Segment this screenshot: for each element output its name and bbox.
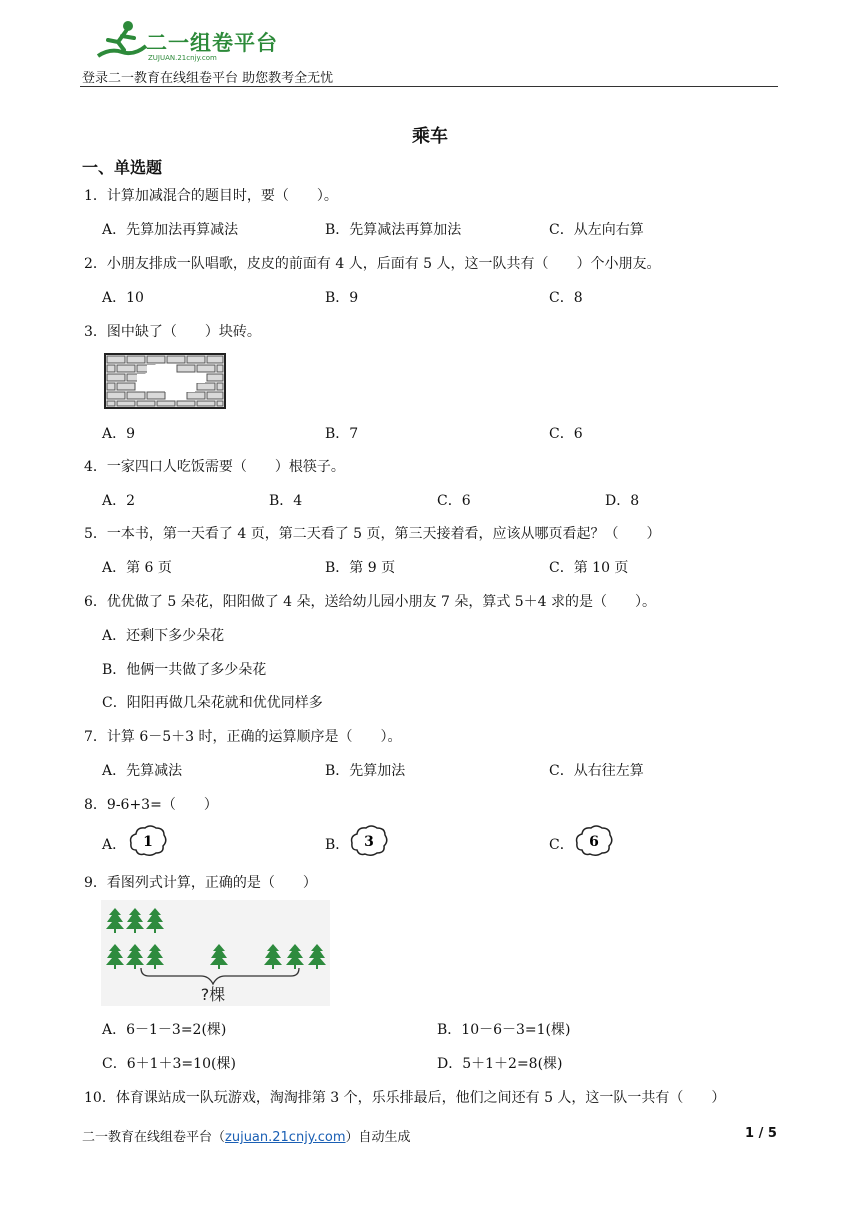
footer-source	[82, 1126, 411, 1145]
question-9-stem: 9．看图列式计算，正确的是（ ）	[84, 875, 317, 891]
question-5-stem: 5．一本书，第一天看了 4 页，第二天看了 5 页，第三天接着看，应该从哪页看起？（ ）	[84, 526, 661, 542]
q8-cloud-b-value: 3	[364, 834, 374, 850]
q9-option-b: B．10－6－3=1(棵)	[437, 1022, 571, 1038]
q6-option-c: C．阳阳再做几朵花就和优优同样多	[102, 695, 323, 711]
section-heading: 一、单选题	[82, 158, 163, 177]
q4-option-d: D．8	[605, 493, 640, 509]
tree-figure-label: ?棵	[200, 985, 226, 1004]
tree-icon	[286, 944, 304, 969]
q8-cloud-c-value: 6	[589, 834, 599, 850]
q3-option-a: A．9	[102, 426, 136, 442]
q8-option-c: C．	[549, 837, 574, 853]
question-8-stem: 8．9-6+3=（ ）	[84, 797, 218, 813]
tree-figure	[101, 900, 330, 1006]
q9-option-c: C．6＋1＋3=10(棵)	[102, 1056, 236, 1072]
footer-link[interactable]: zujuan.21cnjy.com	[225, 1130, 346, 1145]
tree-icon	[308, 944, 326, 969]
q8-option-b: B．	[325, 837, 350, 853]
tagline: 登录二一教育在线组卷平台 助您教考全无忧	[82, 71, 334, 86]
logo-url: ZUJUAN.21cnjy.com	[148, 54, 217, 62]
footer-suffix: ）自动生成	[345, 1130, 411, 1145]
q6-option-a: A．还剩下多少朵花	[102, 628, 225, 644]
question-3-stem: 3．图中缺了（ ）块砖。	[84, 324, 261, 340]
brick-wall-figure	[104, 353, 226, 413]
q2-option-a: A．10	[102, 290, 144, 306]
q4-option-b: B．4	[269, 493, 303, 509]
tree-icon	[264, 944, 282, 969]
tree-icon	[106, 944, 124, 969]
q8-cloud-b	[349, 824, 389, 862]
q8-cloud-a	[128, 824, 168, 862]
question-7-stem: 7．计算 6－5＋3 时，正确的运算顺序是（ ）。	[84, 729, 402, 745]
q5-option-c: C．第 10 页	[549, 560, 629, 576]
q2-option-b: B．9	[325, 290, 359, 306]
question-10-stem: 10．体育课站成一队玩游戏，淘淘排第 3 个，乐乐排最后，他们之间还有 5 人，这一队一共有（ ）	[84, 1090, 726, 1106]
q7-option-c: C．从右往左算	[549, 763, 644, 779]
q7-option-a: A．先算减法	[102, 763, 183, 779]
q2-option-c: C．8	[549, 290, 583, 306]
q1-option-a: A．先算加法再算减法	[102, 222, 239, 238]
question-2-stem: 2．小朋友排成一队唱歌，皮皮的前面有 4 人，后面有 5 人，这一队共有（ ）个小朋友。	[84, 256, 661, 272]
q6-option-b: B．他俩一共做了多少朵花	[102, 662, 267, 678]
page-title: 乘车	[412, 126, 448, 147]
question-6-stem: 6．优优做了 5 朵花，阳阳做了 4 朵，送给幼儿园小朋友 7 朵，算式 5＋4 求的是（ ）。	[84, 594, 657, 610]
q4-option-c: C．6	[437, 493, 471, 509]
footer-prefix: 二一教育在线组卷平台（	[82, 1130, 226, 1145]
header-divider	[80, 86, 778, 87]
page-number: 1 / 5	[745, 1126, 777, 1141]
q3-option-b: B．7	[325, 426, 359, 442]
q8-cloud-c	[574, 824, 614, 862]
tree-icon	[210, 944, 228, 969]
logo-text: 二一组卷平台	[146, 31, 278, 55]
tree-icon	[106, 908, 124, 933]
q8-option-a: A．	[102, 837, 127, 853]
tree-icon	[126, 908, 144, 933]
q1-option-b: B．先算减法再算加法	[325, 222, 462, 238]
runner-logo-icon	[92, 18, 152, 64]
q5-option-b: B．第 9 页	[325, 560, 396, 576]
q8-cloud-a-value: 1	[143, 834, 153, 850]
tree-icon	[126, 944, 144, 969]
tree-icon	[146, 908, 164, 933]
q4-option-a: A．2	[102, 493, 136, 509]
q1-option-c: C．从左向右算	[549, 222, 644, 238]
q5-option-a: A．第 6 页	[102, 560, 172, 576]
q7-option-b: B．先算加法	[325, 763, 406, 779]
q9-option-d: D．5＋1＋2=8(棵)	[437, 1056, 563, 1072]
question-1-stem: 1．计算加减混合的题目时，要（ ）。	[84, 188, 338, 204]
tree-icon	[146, 944, 164, 969]
question-4-stem: 4．一家四口人吃饭需要（ ）根筷子。	[84, 459, 345, 475]
q3-option-c: C．6	[549, 426, 583, 442]
q9-option-a: A．6－1－3=2(棵)	[102, 1022, 227, 1038]
